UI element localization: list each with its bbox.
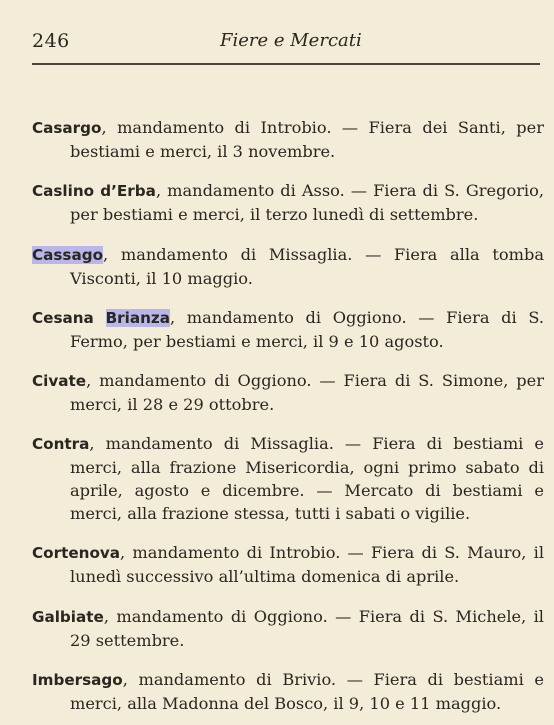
entry-text: , mandamento di Oggiono. — Fiera di S. Simone, per merci, il 28 e 29 ottobre.	[70, 370, 544, 414]
place-name: Civate	[32, 371, 87, 390]
place-name: Cesana	[32, 308, 94, 327]
entry-text: , mandamento di Missaglia. — Fiera alla tomba Visconti, il 10 maggio.	[70, 244, 544, 288]
entry-text: , mandamento di Oggiono. — Fiera di S. Fermo, per bestiami e merci, il 9 e 10 agosto.	[70, 307, 544, 351]
place-name-highlighted[interactable]: Cassago	[32, 245, 104, 264]
entry-cortenova	[32, 541, 544, 588]
entry-text: , mandamento di Asso. — Fiera di S. Gregorio, per bestiami e merci, il terzo lunedì di settembre.	[70, 181, 545, 225]
place-name: Casargo	[32, 119, 102, 138]
entry-text: , mandamento di Brivio. — Fiera di bestiami e merci, alla Madonna del Bosco, il 9, 10 e 11 maggio.	[70, 669, 544, 713]
place-name: Galbiate	[32, 607, 104, 626]
place-name-highlighted[interactable]: Brianza	[105, 308, 171, 327]
entry-cassago	[32, 243, 544, 290]
page-number: 246	[32, 30, 70, 52]
entry-contra	[32, 432, 544, 525]
place-name: Imbersago	[32, 670, 123, 689]
entry-civate	[32, 369, 544, 416]
entry-casargo	[32, 116, 544, 163]
place-name: Caslino d’Erba	[32, 182, 156, 201]
entry-text: , mandamento di Introbio. — Fiera dei Santi, per bestiami e merci, il 3 novembre.	[70, 118, 544, 162]
entry-cesana-brianza	[32, 306, 544, 353]
entry-text: , mandamento di Missaglia. — Fiera di bestiami e merci, alla frazione Misericordia, ogni primo sabato di aprile, agosto e dicembre. — Mercato di bestiami e merci, alla frazione stessa, tutti i sabati o vigilie.	[70, 434, 544, 524]
entry-text: , mandamento di Introbio. — Fiera di S. Mauro, il lunedì successivo all’ultima domenica di aprile.	[70, 543, 544, 587]
entry-caslino-derba	[32, 179, 544, 226]
place-name: Contra	[32, 435, 90, 454]
page-header	[32, 28, 540, 58]
place-name: Cortenova	[32, 544, 121, 563]
header-rule	[32, 63, 540, 65]
entry-list	[32, 100, 544, 725]
entry-galbiate	[32, 605, 544, 652]
entry-text: , mandamento di Oggiono. — Fiera di S. Michele, il 29 settembre.	[70, 606, 544, 650]
entry-imbersago	[32, 668, 544, 715]
running-title: Fiere e Mercati	[220, 30, 362, 51]
